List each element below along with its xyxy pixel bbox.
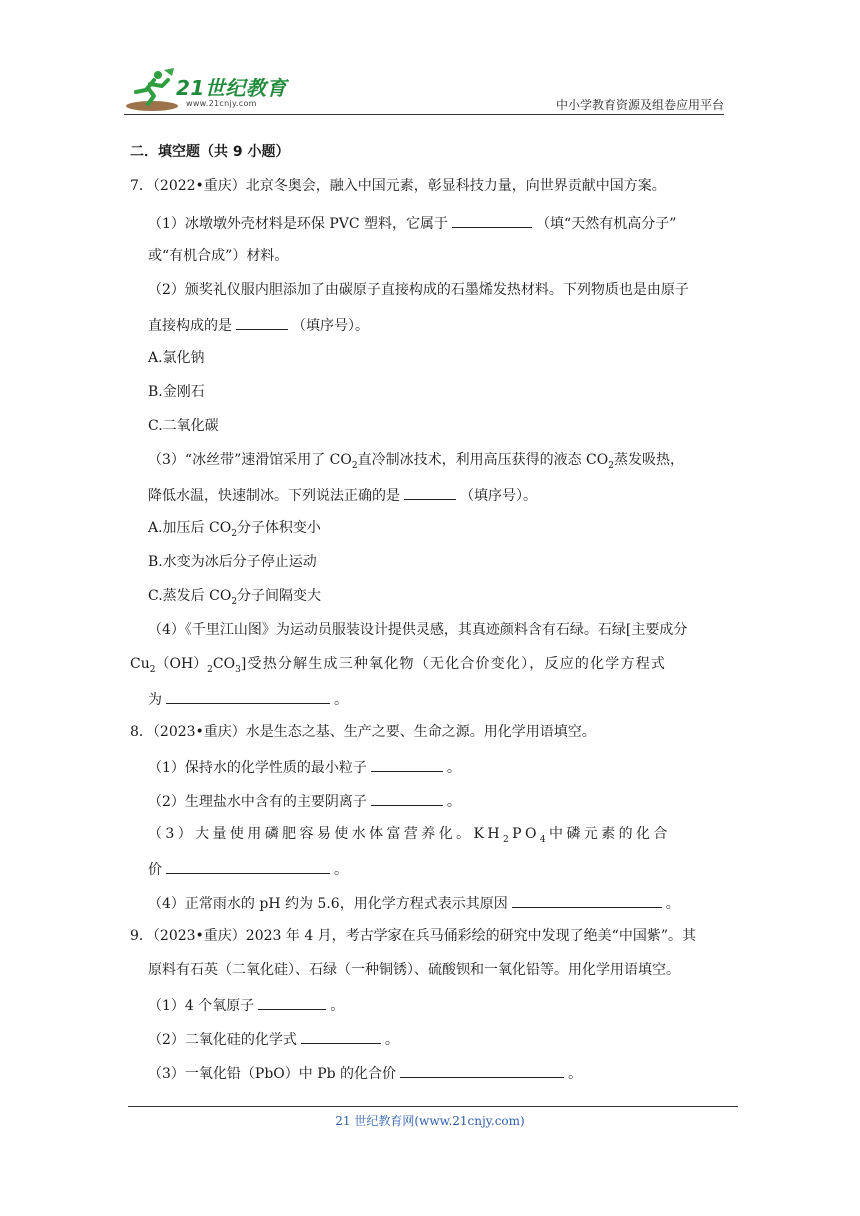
punctuation: 。 (334, 862, 348, 878)
punctuation: 。 (665, 896, 680, 912)
q7-part3-line1 (148, 450, 684, 476)
q8-p3-text: 中磷元素的化合 (548, 826, 671, 842)
q7-p3-text: 蒸发吸热， (613, 452, 684, 468)
runner-icon (124, 66, 180, 114)
q9-p1-text: （1）4 个氧原子 (148, 998, 255, 1014)
q7-part4-line2 (130, 654, 666, 680)
q8-part2 (148, 790, 461, 812)
subscript: 2 (207, 664, 213, 675)
answer-blank[interactable] (166, 688, 330, 704)
q8-part3-line2 (148, 858, 348, 880)
option-b: B.金刚石 (148, 384, 205, 400)
logo-url: www.21cnjy.com (186, 99, 257, 108)
formula-text: CO (212, 656, 236, 672)
subscript: 2 (351, 460, 358, 471)
q7-part4-line3 (148, 688, 348, 710)
answer-blank[interactable] (166, 858, 330, 874)
option-text: 分子间隔变大 (237, 588, 322, 604)
page-header (124, 66, 724, 116)
punctuation: 。 (330, 998, 345, 1014)
q8-p3-text: PO (512, 826, 540, 842)
q7-p4-text: 为 (148, 692, 162, 708)
answer-blank[interactable] (400, 1062, 564, 1078)
q7-part3-line2 (148, 484, 537, 506)
platform-name: 中小学教育资源及组卷应用平台 (555, 98, 724, 112)
subscript: 2 (608, 460, 614, 471)
q8-part3-line1 (148, 824, 671, 850)
q7-p2-hint: （填序号）。 (292, 318, 369, 334)
subscript: 4 (539, 834, 549, 845)
q7-p3-text: 降低水温，快速制冰。下列说法正确的是 (148, 488, 400, 504)
q8-p1-text: （1）保持水的化学性质的最小粒子 (148, 760, 367, 776)
answer-blank[interactable] (371, 756, 443, 772)
q7-p3-text: （3）“冰丝带”速滑馆采用了 CO (148, 452, 352, 468)
subscript: 2 (231, 528, 237, 539)
q7-p3-hint: （填序号）。 (460, 488, 537, 504)
formula-text: Cu (130, 656, 150, 672)
q7-part2-line1: （2）颁奖礼仪服内胆添加了由碳原子直接构成的石墨烯发热材料。下列物质也是由原子 (148, 282, 689, 298)
answer-blank[interactable] (512, 892, 662, 908)
option-text: C.蒸发后 CO (148, 588, 232, 604)
logo-text: 21世纪教育 (176, 76, 287, 100)
q7-part1-line1 (148, 212, 676, 234)
option-text: 分子体积变小 (236, 520, 321, 536)
header-divider (124, 114, 724, 115)
answer-blank[interactable] (404, 484, 456, 500)
q8-part4 (148, 892, 680, 914)
formula-text: （OH） (155, 656, 208, 672)
subscript: 2 (502, 834, 513, 845)
q9-p2-text: （2）二氧化硅的化学式 (148, 1032, 297, 1048)
q8-p2-text: （2）生理盐水中含有的主要阴离子 (148, 794, 367, 810)
q7-p1-text: （1）冰墩墩外壳材料是环保 PVC 塑料，它属于 (148, 216, 449, 232)
q8-p3-text: （3）大量使用磷肥容易使水体富营养化。KH (148, 826, 503, 842)
q8-p4-text: （4）正常雨水的 pH 约为 5.6，用化学方程式表示其原因 (148, 896, 508, 912)
q9-p3-text: （3）一氧化铅（PbO）中 Pb 的化合价 (148, 1066, 397, 1082)
subscript: 2 (149, 664, 156, 675)
q9-stem-line2: 原料有石英（二氧化硅）、石绿（一种铜锈）、硫酸钡和一氧化铅等。用化学用语填空。 (148, 962, 680, 978)
subscript: 3 (235, 664, 241, 675)
option-b: B.水变为冰后分子停止运动 (148, 554, 317, 570)
site-logo (124, 66, 294, 114)
q7-part4-line1: （4）《千里江山图》为运动员服装设计提供灵感，其真迹颜料含有石绿。石绿[主要成分 (148, 622, 688, 638)
option-a: A.氯化钠 (148, 350, 205, 366)
q8-part1 (148, 756, 461, 778)
answer-blank[interactable] (236, 314, 288, 330)
option-c: C.二氧化碳 (148, 418, 219, 434)
punctuation: 。 (446, 794, 461, 810)
answer-blank[interactable] (371, 790, 443, 806)
q7-p2-text: 直接构成的是 (148, 318, 232, 334)
option-text: A.加压后 CO (148, 520, 232, 536)
q7-part1-line2: 或“有机合成”）材料。 (148, 248, 289, 264)
q8-p3-text: 价 (148, 862, 162, 878)
q7-p4-text: ]受热分解生成三种氧化物（无化合价变化），反应的化学方程式 (240, 656, 667, 672)
q7-stem: 7．（2022•重庆）北京冬奥会，融入中国元素，彰显科技力量，向世界贡献中国方案。 (130, 178, 666, 194)
q7-p3-text: 直冷制冰技术，利用高压获得的液态 CO (357, 452, 609, 468)
answer-blank[interactable] (258, 994, 326, 1010)
section-title: 二．填空题（共 9 小题） (130, 144, 290, 160)
subscript: 2 (231, 596, 238, 607)
answer-blank[interactable] (301, 1028, 381, 1044)
option-c (148, 586, 321, 612)
answer-blank[interactable] (452, 212, 532, 228)
punctuation: 。 (334, 692, 348, 708)
q7-p1-hint: （填“天然有机高分子” (536, 216, 677, 232)
q8-stem: 8．（2023•重庆）水是生态之基、生产之要、生命之源。用化学用语填空。 (130, 724, 596, 740)
q9-part1 (148, 994, 344, 1016)
q9-part2 (148, 1028, 399, 1050)
q9-stem-line1: 9．（2023•重庆）2023 年 4 月，考古学家在兵马俑彩绘的研究中发现了绝美“中国紫”。其 (130, 928, 696, 944)
page-footer: 21 世纪教育网(www.21cnjy.com) (335, 1114, 525, 1128)
option-a (148, 518, 321, 544)
punctuation: 。 (446, 760, 461, 776)
punctuation: 。 (384, 1032, 399, 1048)
q7-part2-line2 (148, 314, 369, 336)
footer-divider (128, 1106, 738, 1107)
q9-part3 (148, 1062, 582, 1084)
punctuation: 。 (568, 1066, 583, 1082)
